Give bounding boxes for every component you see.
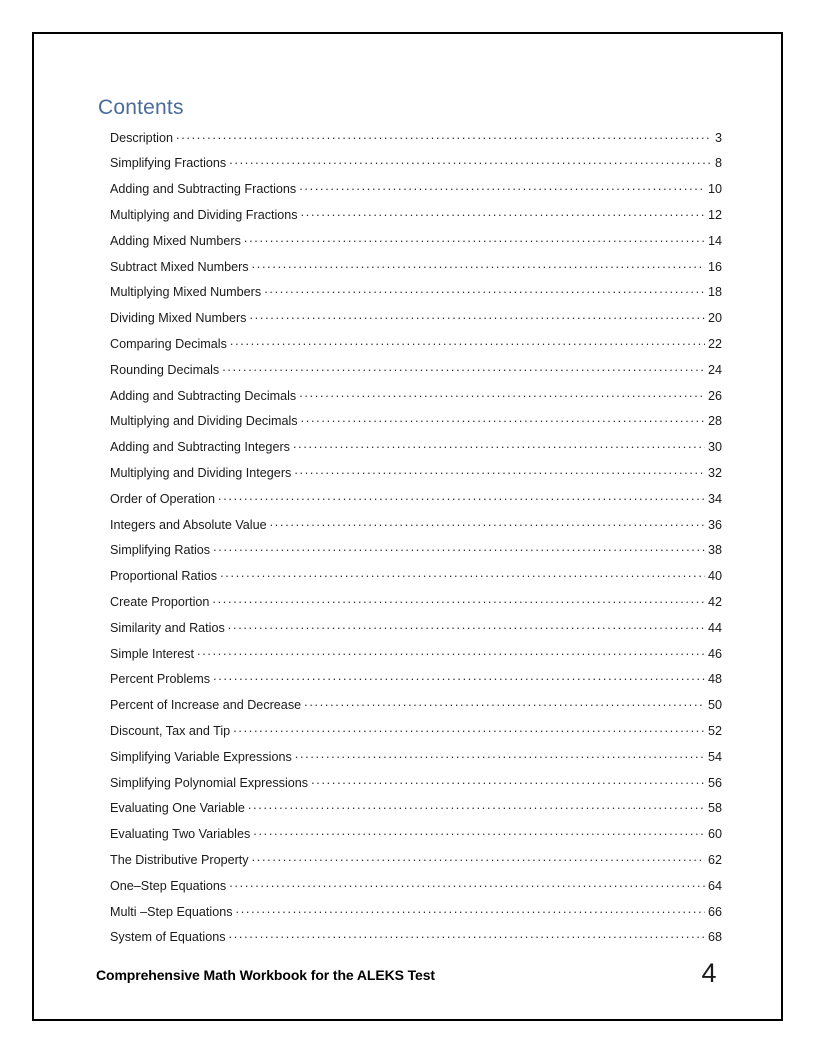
toc-dot-leader bbox=[212, 593, 705, 606]
toc-entry-page-number: 68 bbox=[707, 930, 722, 945]
page-footer bbox=[34, 949, 781, 989]
toc-entry-page-number: 62 bbox=[707, 852, 722, 867]
toc-entry-page-number: 10 bbox=[707, 182, 722, 197]
toc-dot-leader bbox=[264, 284, 705, 297]
toc-entry[interactable] bbox=[110, 645, 722, 671]
toc-entry-page-number: 3 bbox=[714, 130, 722, 145]
toc-entry[interactable] bbox=[110, 568, 722, 594]
toc-entry[interactable] bbox=[110, 851, 722, 877]
toc-entry[interactable] bbox=[110, 800, 722, 826]
toc-dot-leader bbox=[236, 903, 705, 916]
toc-entry-page-number: 40 bbox=[707, 569, 722, 584]
toc-entry[interactable] bbox=[110, 748, 722, 774]
toc-dot-leader bbox=[229, 877, 705, 890]
toc-dot-leader bbox=[220, 568, 705, 581]
toc-dot-leader bbox=[248, 800, 705, 813]
toc-entry[interactable] bbox=[110, 387, 722, 413]
toc-entry-title: Multiplying and Dividing Fractions bbox=[110, 207, 298, 222]
toc-entry-page-number: 48 bbox=[707, 672, 722, 687]
toc-entry-page-number: 56 bbox=[707, 775, 722, 790]
toc-entry-page-number: 16 bbox=[707, 259, 722, 274]
toc-entry-page-number: 46 bbox=[707, 646, 722, 661]
footer-page-number: 4 bbox=[701, 958, 717, 988]
toc-entry[interactable] bbox=[110, 697, 722, 723]
toc-entry-title: Multiplying Mixed Numbers bbox=[110, 285, 262, 300]
toc-entry-page-number: 58 bbox=[707, 801, 722, 816]
toc-entry[interactable] bbox=[110, 284, 722, 310]
toc-entry[interactable] bbox=[110, 361, 722, 387]
toc-entry-page-number: 22 bbox=[707, 336, 722, 351]
toc-entry-page-number: 32 bbox=[707, 465, 722, 480]
toc-entry-title: Adding and Subtracting Integers bbox=[110, 440, 290, 455]
toc-entry[interactable] bbox=[110, 335, 722, 361]
toc-dot-leader bbox=[229, 929, 705, 942]
toc-entry[interactable] bbox=[110, 206, 722, 232]
toc-dot-leader bbox=[222, 361, 705, 374]
toc-entry[interactable] bbox=[110, 310, 722, 336]
toc-entry[interactable] bbox=[110, 826, 722, 852]
toc-entry[interactable] bbox=[110, 155, 722, 181]
toc-entry-page-number: 52 bbox=[707, 723, 722, 738]
toc-entry[interactable] bbox=[110, 671, 722, 697]
toc-dot-leader bbox=[228, 619, 705, 632]
toc-entry-page-number: 42 bbox=[707, 594, 722, 609]
toc-entry-page-number: 26 bbox=[707, 388, 722, 403]
toc-entry-title: Description bbox=[110, 130, 173, 145]
toc-dot-leader bbox=[249, 310, 705, 323]
toc-entry[interactable] bbox=[110, 490, 722, 516]
toc-entry-title: Adding and Subtracting Decimals bbox=[110, 388, 297, 403]
toc-entry-title: Evaluating Two Variables bbox=[110, 827, 251, 842]
toc-entry-title: Simplifying Polynomial Expressions bbox=[110, 775, 309, 790]
toc-entry[interactable] bbox=[110, 439, 722, 465]
table-of-contents-list bbox=[110, 129, 722, 955]
toc-entry-title: Similarity and Ratios bbox=[110, 620, 225, 635]
toc-entry-title: One–Step Equations bbox=[110, 878, 227, 893]
toc-entry-title: Percent of Increase and Decrease bbox=[110, 698, 302, 713]
toc-dot-leader bbox=[252, 258, 705, 271]
toc-entry-page-number: 36 bbox=[707, 517, 722, 532]
toc-entry-page-number: 30 bbox=[707, 440, 722, 455]
toc-dot-leader bbox=[301, 413, 705, 426]
toc-dot-leader bbox=[270, 516, 705, 529]
toc-entry-page-number: 44 bbox=[707, 620, 722, 635]
toc-entry[interactable] bbox=[110, 516, 722, 542]
toc-entry-title: Comparing Decimals bbox=[110, 336, 227, 351]
toc-entry-title: Evaluating One Variable bbox=[110, 801, 245, 816]
toc-entry-page-number: 66 bbox=[707, 904, 722, 919]
toc-entry-page-number: 12 bbox=[707, 207, 722, 222]
toc-dot-leader bbox=[311, 774, 705, 787]
toc-entry-page-number: 64 bbox=[707, 878, 722, 893]
page-border bbox=[32, 32, 783, 1021]
toc-entry[interactable] bbox=[110, 258, 722, 284]
toc-dot-leader bbox=[218, 490, 705, 503]
toc-entry-title: Rounding Decimals bbox=[110, 362, 220, 377]
toc-entry-page-number: 24 bbox=[707, 362, 722, 377]
toc-dot-leader bbox=[301, 206, 705, 219]
toc-entry-page-number: 14 bbox=[707, 233, 722, 248]
toc-entry[interactable] bbox=[110, 413, 722, 439]
toc-entry[interactable] bbox=[110, 181, 722, 207]
toc-dot-leader bbox=[233, 722, 705, 735]
toc-entry[interactable] bbox=[110, 619, 722, 645]
toc-entry-title: Integers and Absolute Value bbox=[110, 517, 267, 532]
toc-entry-title: Subtract Mixed Numbers bbox=[110, 259, 249, 274]
toc-dot-leader bbox=[213, 542, 705, 555]
toc-entry-page-number: 28 bbox=[707, 414, 722, 429]
toc-entry[interactable] bbox=[110, 774, 722, 800]
toc-entry-page-number: 20 bbox=[707, 311, 722, 326]
toc-entry[interactable] bbox=[110, 464, 722, 490]
toc-entry-page-number: 18 bbox=[707, 285, 722, 300]
toc-entry-page-number: 50 bbox=[707, 698, 722, 713]
toc-entry-page-number: 34 bbox=[707, 491, 722, 506]
toc-entry[interactable] bbox=[110, 722, 722, 748]
toc-dot-leader bbox=[229, 155, 712, 168]
toc-entry-title: The Distributive Property bbox=[110, 852, 249, 867]
toc-dot-leader bbox=[252, 851, 705, 864]
toc-entry-title: System of Equations bbox=[110, 930, 226, 945]
toc-dot-leader bbox=[197, 645, 705, 658]
toc-entry[interactable] bbox=[110, 903, 722, 929]
toc-entry-page-number: 60 bbox=[707, 827, 722, 842]
toc-dot-leader bbox=[253, 826, 705, 839]
toc-dot-leader bbox=[293, 439, 705, 452]
toc-entry-title: Simplifying Ratios bbox=[110, 543, 211, 558]
toc-entry-title: Simple Interest bbox=[110, 646, 194, 661]
toc-entry-title: Create Proportion bbox=[110, 594, 210, 609]
toc-entry[interactable] bbox=[110, 593, 722, 619]
toc-entry[interactable] bbox=[110, 232, 722, 258]
toc-dot-leader bbox=[244, 232, 705, 245]
toc-dot-leader bbox=[299, 181, 705, 194]
toc-entry[interactable] bbox=[110, 129, 722, 155]
toc-entry[interactable] bbox=[110, 877, 722, 903]
toc-dot-leader bbox=[295, 748, 705, 761]
toc-entry-title: Order of Operation bbox=[110, 491, 215, 506]
toc-entry-title: Simplifying Variable Expressions bbox=[110, 749, 292, 764]
page-title: Contents bbox=[98, 96, 184, 119]
toc-dot-leader bbox=[230, 335, 705, 348]
toc-dot-leader bbox=[304, 697, 705, 710]
toc-entry-page-number: 38 bbox=[707, 543, 722, 558]
toc-entry-title: Multiplying and Dividing Integers bbox=[110, 465, 292, 480]
page-content bbox=[34, 34, 781, 1019]
footer-book-title: Comprehensive Math Workbook for the ALEKS Test bbox=[96, 967, 435, 983]
toc-entry-title: Percent Problems bbox=[110, 672, 211, 687]
toc-entry-title: Adding Mixed Numbers bbox=[110, 233, 241, 248]
toc-entry-title: Adding and Subtracting Fractions bbox=[110, 182, 297, 197]
toc-entry-title: Proportional Ratios bbox=[110, 569, 218, 584]
toc-entry-title: Multiplying and Dividing Decimals bbox=[110, 414, 298, 429]
toc-entry-title: Simplifying Fractions bbox=[110, 156, 227, 171]
toc-entry-page-number: 54 bbox=[707, 749, 722, 764]
toc-dot-leader bbox=[213, 671, 705, 684]
toc-dot-leader bbox=[294, 464, 705, 477]
toc-entry[interactable] bbox=[110, 542, 722, 568]
toc-entry-page-number: 8 bbox=[714, 156, 722, 171]
toc-entry-title: Discount, Tax and Tip bbox=[110, 723, 231, 738]
toc-entry-title: Dividing Mixed Numbers bbox=[110, 311, 247, 326]
toc-entry-title: Multi –Step Equations bbox=[110, 904, 233, 919]
toc-dot-leader bbox=[299, 387, 705, 400]
toc-dot-leader bbox=[176, 129, 712, 142]
